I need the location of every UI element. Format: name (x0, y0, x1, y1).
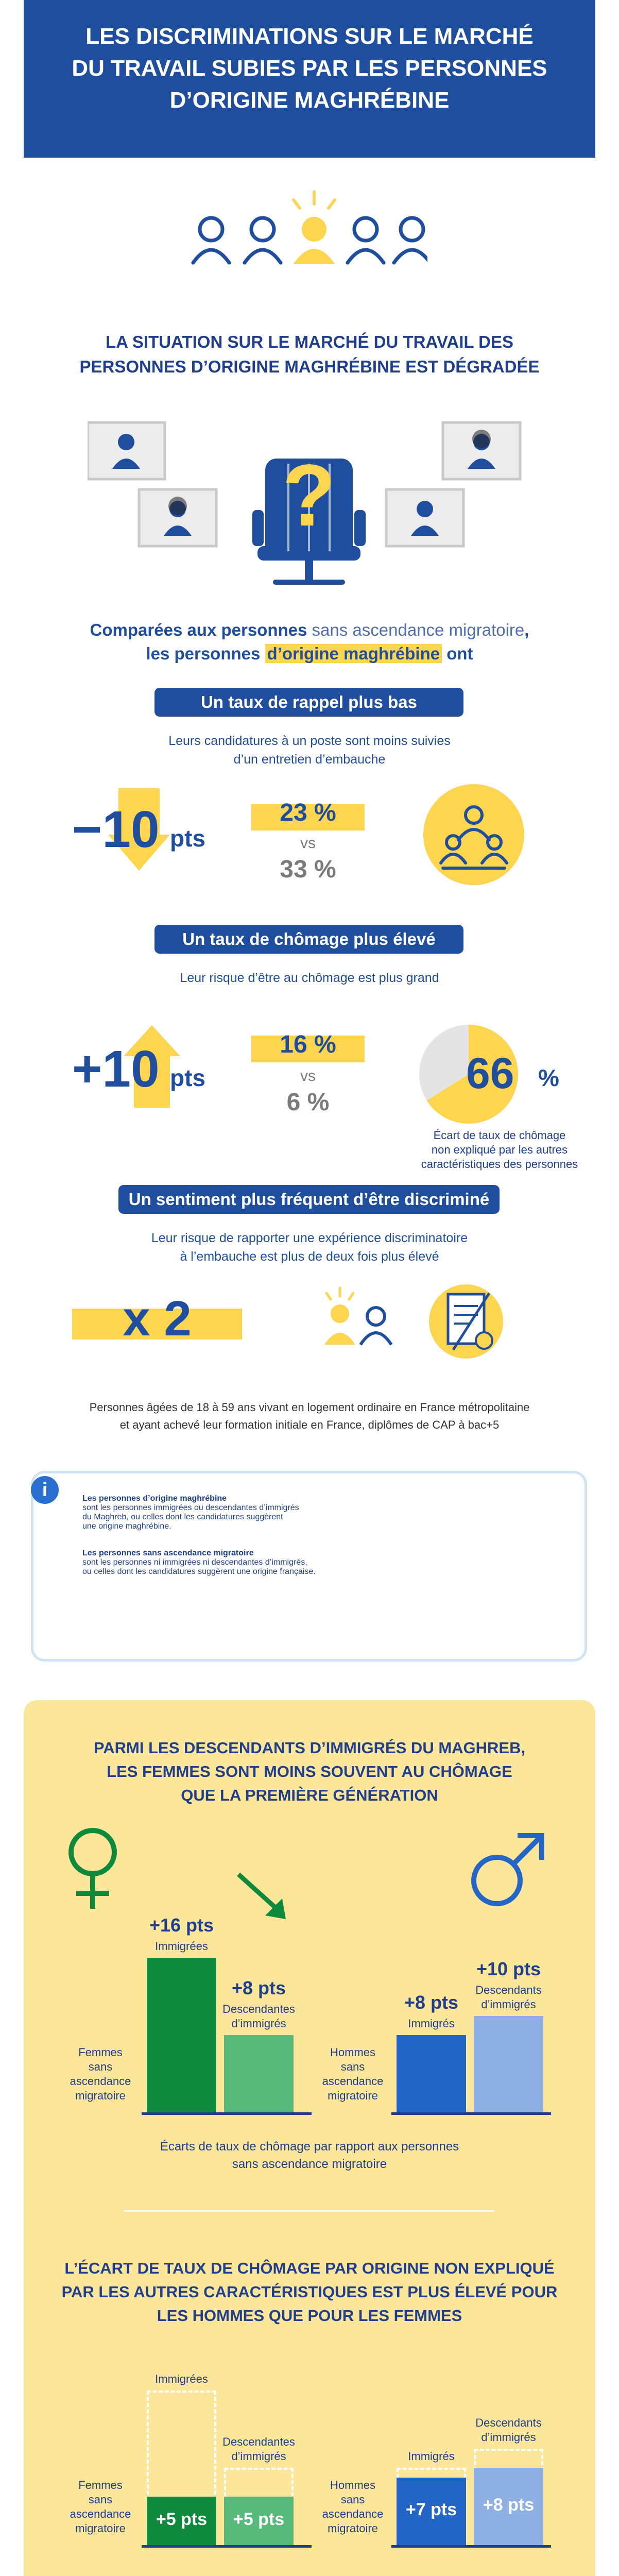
info-icon: i (31, 1476, 59, 1504)
p2-women-descendantes-label (216, 2435, 301, 2464)
p2-women-label-line: migratoire (75, 2522, 126, 2535)
p1-women-immigrees-bar (147, 1958, 216, 2112)
chomage-diff-unit: pts (170, 1064, 205, 1091)
p2-men-descendants-label-line: Descendants (475, 2416, 542, 2429)
comparison-highlight: d’origine maghrébine (265, 644, 442, 663)
pie-unit: % (538, 1064, 559, 1091)
p2-women-descendantes-label-line: Descendantes (222, 2435, 295, 2448)
p1-women-label-line: sans (88, 2060, 113, 2073)
p1-men-label-line: sans (340, 2060, 365, 2073)
pie-value: 66 (466, 1049, 514, 1097)
sentiment-factor: x 2 (123, 1291, 192, 1346)
p1-women-baseline (142, 2112, 312, 2115)
situation-title (0, 330, 619, 379)
chomage-diff-number: 10 (102, 1040, 160, 1098)
info-p1-line: du Maghreb, ou celles dont les candidatures suggèrent (82, 1513, 283, 1521)
pie-caption-line: Écart de taux de chômage (433, 1129, 566, 1142)
rappel-diff (72, 801, 160, 858)
chomage-bottom-value: 6 % (286, 1089, 330, 1116)
panel1-caption (24, 2138, 595, 2173)
panel2-title-line: LES HOMMES QUE POUR LES FEMMES (157, 2307, 462, 2325)
population-note-line: et ayant achevé leur formation initiale en France, diplômes de CAP à bac+5 (119, 1418, 500, 1431)
interview-icon (422, 783, 525, 886)
svg-text:?: ? (282, 447, 336, 545)
panel2-title-line: L’ÉCART DE TAUX DE CHÔMAGE PAR ORIGINE NON EXPLIQUÉ (64, 2259, 555, 2277)
rappel-sub-line: Leurs candidatures à un poste sont moins suivies (168, 734, 451, 748)
comparison-intro (0, 618, 619, 666)
panel-divider (124, 2210, 494, 2212)
p2-men-baseline (391, 2545, 551, 2548)
info-p2-line: ou celles dont les candidatures suggèrent une origine française. (82, 1567, 316, 1576)
sentiment-sub-line: à l’embauche est plus de deux fois plus élevé (180, 1249, 439, 1264)
p1-men-descendants-bar (474, 2016, 543, 2113)
header-title-line: LES DISCRIMINATIONS SUR LE MARCHÉ (85, 24, 534, 49)
rappel-bottom-value: 33 % (280, 856, 336, 883)
chomage-top-value: 16 % (280, 1031, 336, 1058)
p1-women-label-line: ascendance (70, 2075, 131, 2088)
p2-men-immigres-value: +7 pts (405, 2500, 457, 2520)
p2-men-immigres-label: Immigrés (408, 2450, 455, 2463)
p1-men-immigres-value: +8 pts (404, 1992, 459, 2013)
comparison-text: , (524, 620, 529, 639)
p2-men-descendants-value: +8 pts (483, 2495, 535, 2515)
population-note (0, 1399, 619, 1434)
p2-men-label-line: ascendance (322, 2507, 384, 2520)
rappel-diff-unit: pts (170, 825, 205, 852)
p2-women-label-line: sans (88, 2493, 113, 2506)
info-p2-title: Les personnes sans ascendance migratoire (82, 1549, 254, 1557)
panel1-title (24, 1736, 595, 1807)
rappel-vs: vs (300, 835, 316, 852)
chomage-vs: vs (300, 1067, 316, 1084)
p2-women-label (62, 2478, 139, 2536)
pie-caption (417, 1128, 582, 1172)
panel1-caption-line: Écarts de taux de chômage par rapport aux personnes (160, 2140, 459, 2154)
p1-men-baseline (391, 2112, 551, 2115)
p2-women-descendantes-value: +5 pts (233, 2510, 285, 2530)
chomage-band: Un taux de chômage plus élevé (154, 925, 463, 954)
comparison-text: Comparées aux personnes (90, 620, 312, 639)
p1-women-descendantes-value: +8 pts (231, 1977, 286, 1998)
panel1-title-line: QUE LA PREMIÈRE GÉNÉRATION (181, 1786, 438, 1804)
sentiment-sub (0, 1229, 619, 1266)
rappel-diff-sign: − (72, 801, 102, 858)
comparison-highlight: sans ascendance migratoire (312, 620, 525, 639)
header-title-line: DU TRAVAIL SUBIES PAR LES PERSONNES (72, 56, 547, 81)
rappel-top-value: 23 % (280, 799, 336, 826)
p1-women-label-line: Femmes (78, 2046, 123, 2059)
info-text (82, 1494, 572, 1577)
candidates-chair-illustration (88, 412, 530, 598)
p1-men-descendants-label (466, 1983, 551, 2012)
sentiment-sub-line: Leur risque de rapporter une expérience discriminatoire (151, 1231, 468, 1245)
p2-men-label-line: Hommes (330, 2479, 375, 2492)
population-note-line: Personnes âgées de 18 à 59 ans vivant en logement ordinaire en France métropolitaine (89, 1401, 530, 1414)
p1-men-label (314, 2045, 391, 2103)
sentiment-band: Un sentiment plus fréquent d’être discriminé (118, 1185, 500, 1214)
p2-men-descendants-label-line: d’immigrés (481, 2430, 536, 2444)
panel2-title (24, 2257, 595, 2328)
p1-women-immigrees-value: +16 pts (149, 1914, 214, 1936)
p1-women-descendantes-label (216, 2002, 301, 2031)
p2-men-descendants-label (466, 2416, 551, 2445)
p1-women-immigrees-label: Immigrées (155, 1940, 208, 1953)
p1-men-immigres-bar (397, 2035, 466, 2112)
panel1-caption-line: sans ascendance migratoire (232, 2157, 387, 2171)
p2-men-label (314, 2478, 391, 2536)
info-p1-title: Les personnes d’origine maghrébine (82, 1494, 227, 1503)
p2-women-label-line: ascendance (70, 2507, 131, 2520)
chomage-diff (72, 1040, 160, 1098)
comparison-text: ont (442, 644, 473, 663)
p1-men-immigres-label: Immigrés (408, 2017, 455, 2030)
p2-women-descendantes-label-line: d’immigrés (231, 2450, 286, 2463)
rappel-sub-line: d’un entretien d’embauche (233, 752, 386, 767)
chomage-sub: Leur risque d’être au chômage est plus grand (180, 971, 439, 985)
pie-caption-line: caractéristiques des personnes (421, 1158, 578, 1171)
info-p1-line: sont les personnes immigrées ou descendantes d’immigrés (82, 1503, 299, 1512)
p2-men-label-line: migratoire (328, 2522, 378, 2535)
discrimination-icon (319, 1283, 525, 1360)
situation-title-line: PERSONNES D’ORIGINE MAGHRÉBINE EST DÉGRADÉE (79, 357, 540, 376)
rappel-sub (0, 732, 619, 769)
info-p1-line: une origine maghrébine. (82, 1522, 171, 1531)
people-group-icon (191, 185, 427, 273)
panel1-title-line: LES FEMMES SONT MOINS SOUVENT AU CHÔMAGE (107, 1762, 512, 1781)
chomage-diff-sign: + (72, 1040, 102, 1098)
p1-men-label-line: ascendance (322, 2075, 384, 2088)
p1-women-descendantes-bar (224, 2035, 294, 2112)
p1-men-label-line: migratoire (328, 2089, 378, 2102)
p2-women-immigrees-label: Immigrées (155, 2372, 208, 2385)
info-p2-line: sont les personnes ni immigrées ni descendantes d’immigrés, (82, 1558, 307, 1567)
panel2-chart (62, 2339, 556, 2576)
p2-women-label-line: Femmes (78, 2479, 123, 2492)
p1-women-descendantes-label-line: d’immigrés (231, 2017, 286, 2030)
p1-women-descendantes-label-line: Descendantes (222, 2003, 295, 2015)
p1-men-descendants-value: +10 pts (476, 1958, 541, 1979)
comparison-text: les personnes (146, 644, 265, 663)
header-title-line: D’ORIGINE MAGHRÉBINE (169, 88, 450, 113)
rappel-diff-number: 10 (102, 801, 160, 858)
p1-women-label-line: migratoire (75, 2089, 126, 2102)
p1-men-descendants-label-line: Descendants (475, 1983, 542, 1996)
p2-men-label-line: sans (340, 2493, 365, 2506)
p1-women-label (62, 2045, 139, 2103)
p1-men-descendants-label-line: d’immigrés (481, 1997, 536, 2011)
rappel-band: Un taux de rappel plus bas (154, 688, 463, 717)
pie-caption-line: non expliqué par les autres (431, 1143, 568, 1156)
situation-title-line: LA SITUATION SUR LE MARCHÉ DU TRAVAIL DES (106, 332, 513, 351)
p1-men-label-line: Hommes (330, 2046, 375, 2059)
panel1-title-line: PARMI LES DESCENDANTS D’IMMIGRÉS DU MAGHREB, (93, 1739, 526, 1757)
panel2-title-line: PAR LES AUTRES CARACTÉRISTIQUES EST PLUS ÉLEVÉ POUR (61, 2283, 558, 2301)
header-banner (24, 0, 595, 158)
panel1-chart (62, 1875, 556, 2133)
p2-women-immigrees-value: +5 pts (156, 2510, 208, 2530)
p2-women-baseline (142, 2545, 312, 2548)
